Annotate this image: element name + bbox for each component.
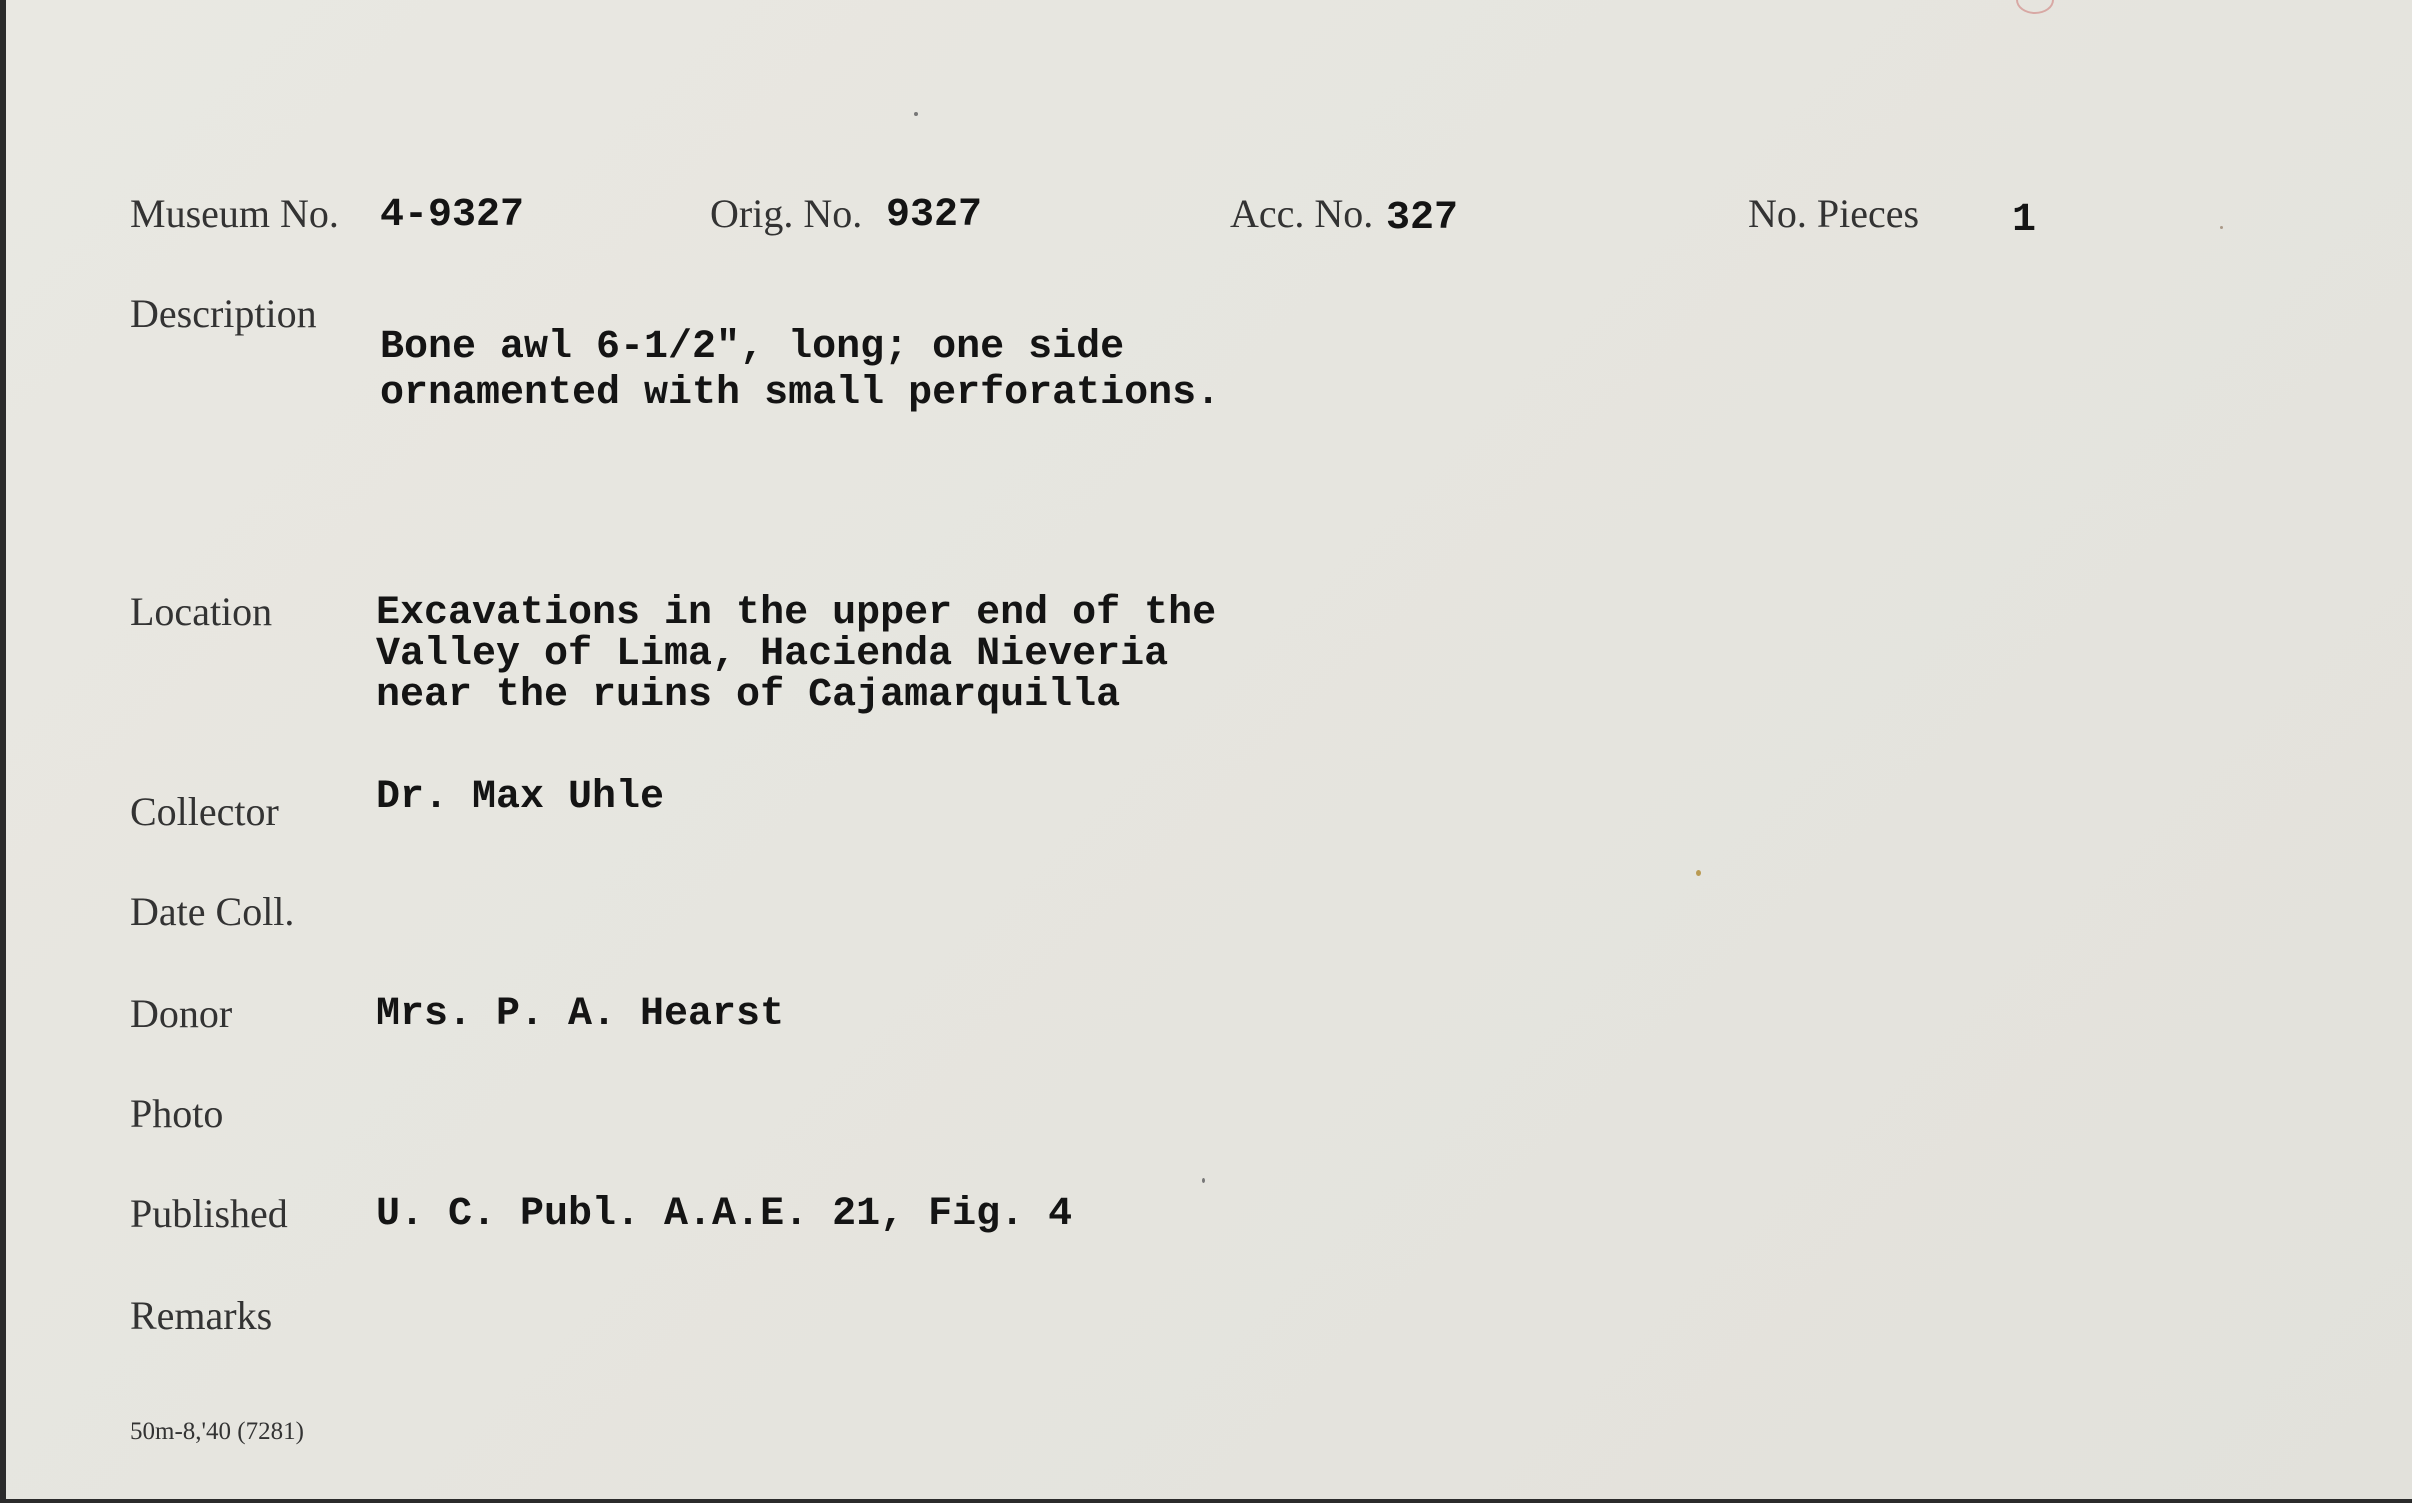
location-label: Location [130, 589, 273, 634]
paper-speck [914, 112, 918, 116]
published-label: Published [130, 1191, 288, 1236]
acc-no-value: 327 [1386, 196, 1459, 241]
museum-no-label: Museum No. [130, 191, 339, 236]
paper-speck [1202, 1178, 1205, 1183]
paper-speck [1696, 870, 1701, 876]
remarks-label: Remarks [130, 1293, 273, 1338]
date-coll-label: Date Coll. [130, 889, 295, 934]
published-value: U. C. Publ. A.A.E. 21, Fig. 4 [376, 1192, 1073, 1237]
donor-label: Donor [130, 991, 233, 1036]
print-code: 50m-8,'40 (7281) [130, 1418, 304, 1445]
location-value: Excavations in the upper end of the Valley of Lima, Hacienda Nieveria near the ruins of Cajamarquilla [376, 591, 1217, 718]
donor-value: Mrs. P. A. Hearst [376, 992, 785, 1037]
description-value: Bone awl 6-1/2", long; one side ornamented with small perforations. [380, 325, 1221, 416]
paper-speck [2220, 226, 2223, 229]
photo-label: Photo [130, 1091, 224, 1136]
corner-stamp-mark [2016, 0, 2054, 14]
collector-value: Dr. Max Uhle [376, 775, 665, 820]
no-pieces-value: 1 [2012, 198, 2037, 243]
orig-no-value: 9327 [886, 193, 983, 238]
collector-label: Collector [130, 789, 279, 834]
no-pieces-label: No. Pieces [1748, 191, 1920, 236]
description-label: Description [130, 291, 317, 336]
orig-no-label: Orig. No. [710, 191, 863, 236]
acc-no-label: Acc. No. [1230, 191, 1374, 236]
museum-no-value: 4-9327 [380, 193, 525, 238]
